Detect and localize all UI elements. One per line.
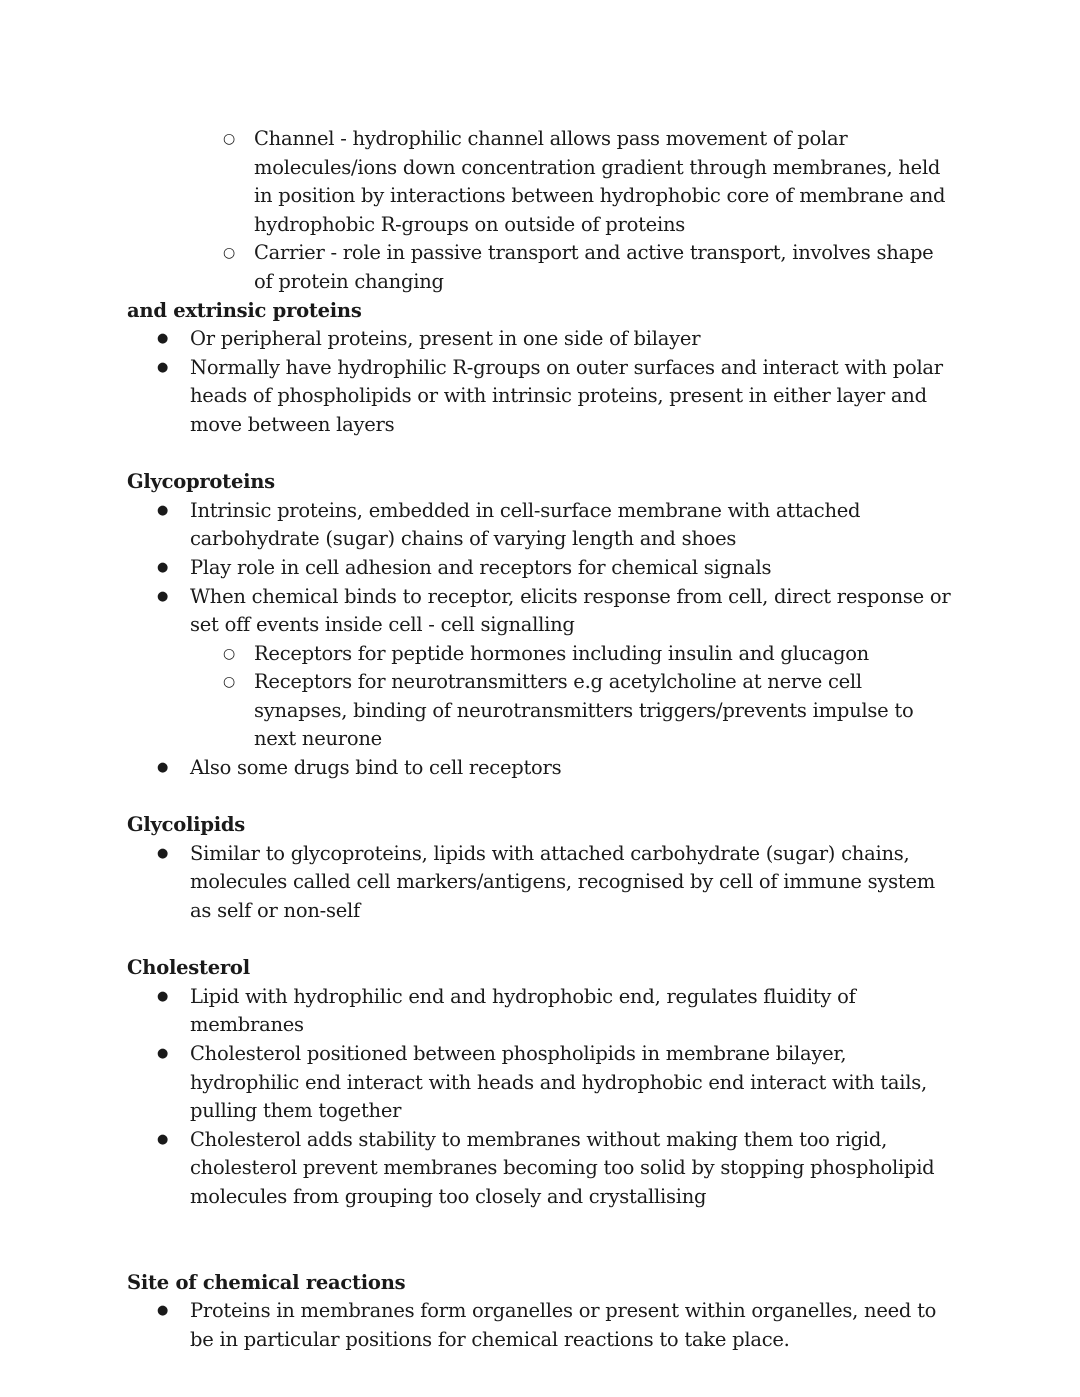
transport-protein-sublist — [127, 125, 957, 297]
list-item: ○ Receptors for peptide hormones including insulin and glucagon — [190, 640, 957, 669]
receptor-sublist — [127, 640, 957, 754]
reactions-list — [127, 1297, 957, 1354]
list-item: ○ Channel - hydrophilic channel allows pass movement of polar molecules/ions down concentration gradient through membranes, held in position by interactions between hydrophobic core of membrane and hydrophobic R-groups on outside of proteins — [127, 125, 957, 239]
list-item: ○ Carrier - role in passive transport and active transport, involves shape of protein changing — [127, 239, 957, 296]
glycolipids-list — [127, 840, 957, 926]
list-item: ● Lipid with hydrophilic end and hydrophobic end, regulates fluidity of membranes — [127, 983, 957, 1040]
list-item: ○ Receptors for neurotransmitters e.g acetylcholine at nerve cell synapses, binding of neurotransmitters triggers/prevents impulse to next neurone — [190, 668, 957, 754]
list-item: ● Or peripheral proteins, present in one side of bilayer — [127, 325, 957, 354]
nested-list-container — [127, 640, 957, 754]
list-item: ● Normally have hydrophilic R-groups on outer surfaces and interact with polar heads of phospholipids or with intrinsic proteins, present in either layer and move between layers — [127, 354, 957, 440]
section-heading-reactions: Site of chemical reactions — [127, 1270, 406, 1294]
list-item: ● Cholesterol positioned between phospholipids in membrane bilayer, hydrophilic end interact with heads and hydrophobic end interact with tails, pulling them together — [127, 1040, 957, 1126]
document-body — [127, 125, 957, 1354]
list-item: ● Similar to glycoproteins, lipids with attached carbohydrate (sugar) chains, molecules called cell markers/antigens, recognised by cell of immune system as self or non-self — [127, 840, 957, 926]
list-item: ● Play role in cell adhesion and receptors for chemical signals — [127, 554, 957, 583]
glycoproteins-list — [127, 497, 957, 783]
section-heading-cholesterol: Cholesterol — [127, 956, 250, 980]
list-item: ● Also some drugs bind to cell receptors — [127, 754, 957, 783]
extrinsic-list — [127, 325, 957, 439]
list-item: ● Cholesterol adds stability to membranes without making them too rigid, cholesterol prevent membranes becoming too solid by stopping phospholipid molecules from grouping too closely and crystallising — [127, 1126, 957, 1212]
list-item: ● Proteins in membranes form organelles or present within organelles, need to be in particular positions for chemical reactions to take place. — [127, 1297, 957, 1354]
list-item: ● Intrinsic proteins, embedded in cell-surface membrane with attached carbohydrate (sugar) chains of varying length and shoes — [127, 497, 957, 554]
section-heading-extrinsic: and extrinsic proteins — [127, 298, 362, 322]
section-heading-glycoproteins: Glycoproteins — [127, 470, 275, 494]
section-heading-glycolipids: Glycolipids — [127, 813, 245, 837]
cholesterol-list — [127, 983, 957, 1212]
list-item: ● When chemical binds to receptor, elicits response from cell, direct response or set off events inside cell - cell signalling — [127, 583, 957, 640]
